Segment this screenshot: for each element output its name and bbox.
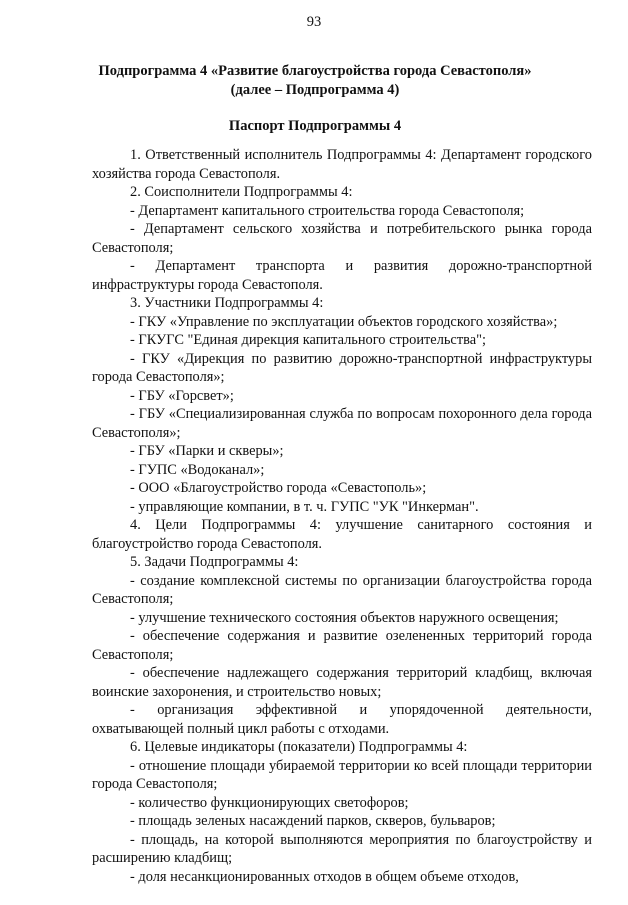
list-item: - ГКУ «Управление по эксплуатации объектов городского хозяйства»; [130, 313, 558, 330]
list-item: - отношение площади убираемой территории ко всей площади территории города Севастополя; [92, 757, 592, 792]
list-item: - Департамент капитального строительства города Севастополя; [130, 202, 525, 219]
list-item: - ГКУ «Дирекция по развитию дорожно-транспортной инфраструктуры города Севастополя»; [92, 350, 592, 385]
paragraph-tasks-heading: 5. Задачи Подпрограммы 4: [130, 554, 299, 570]
list-item: - ГКУГС "Единая дирекция капитального строительства"; [130, 332, 486, 348]
list-item: - ГБУ «Горсвет»; [130, 387, 234, 404]
list-item: - обеспечение надлежащего содержания территорий кладбищ, включая воинские захоронения, и строительство новых; [92, 665, 592, 700]
list-item: - площадь, на которой выполняются мероприятия по благоустройству и расширению кладбищ; [92, 831, 592, 866]
subprogram-title-note: (далее – Подпрограмма 4) [230, 82, 400, 98]
list-item: - Департамент транспорта и развития дорожно-транспортной инфраструктуры города Севастополя. [92, 258, 592, 293]
list-item: - ГУПС «Водоканал»; [130, 461, 265, 478]
list-item: - площадь зеленых насаждений парков, скверов, бульваров; [130, 813, 496, 829]
passport-title: Паспорт Подпрограммы 4 [228, 118, 402, 134]
list-item: - создание комплексной системы по организации благоустройства города Севастополя; [92, 572, 592, 607]
list-item: - управляющие компании, в т. ч. ГУПС "УК "Инкерман". [130, 498, 479, 515]
paragraph-indicators-heading: 6. Целевые индикаторы (показатели) Подпрограммы 4: [130, 739, 468, 755]
paragraph-responsible-executor: 1. Ответственный исполнитель Подпрограммы 4: Департамент городского хозяйства города Севастополя. [92, 147, 592, 182]
list-item: - Департамент сельского хозяйства и потребительского рынка города Севастополя; [92, 221, 592, 256]
passport-body [92, 146, 592, 886]
paragraph-goals: 4. Цели Подпрограммы 4: улучшение санитарного состояния и благоустройство города Севастополя. [92, 517, 592, 552]
page-number: 93 [306, 14, 322, 30]
paragraph-coexecutors-heading: 2. Соисполнители Подпрограммы 4: [130, 184, 353, 200]
list-item: - обеспечение содержания и развитие озелененных территорий города Севастополя; [92, 628, 592, 663]
list-item: - ГБУ «Специализированная служба по вопросам похоронного дела города Севастополя»; [92, 406, 592, 441]
list-item: - ГБУ «Парки и скверы»; [130, 443, 284, 459]
paragraph-participants-heading: 3. Участники Подпрограммы 4: [130, 295, 324, 311]
list-item: - улучшение технического состояния объектов наружного освещения; [130, 609, 559, 626]
list-item: - организация эффективной и упорядоченной деятельности, охватывающей полный цикл работы с отходами. [92, 702, 592, 737]
list-item: - ООО «Благоустройство города «Севастополь»; [130, 480, 427, 496]
list-item: - количество функционирующих светофоров; [130, 794, 409, 811]
list-item: - доля несанкционированных отходов в общем объеме отходов, [130, 868, 519, 885]
subprogram-title: Подпрограмма 4 «Развитие благоустройства города Севастополя» [98, 63, 532, 79]
